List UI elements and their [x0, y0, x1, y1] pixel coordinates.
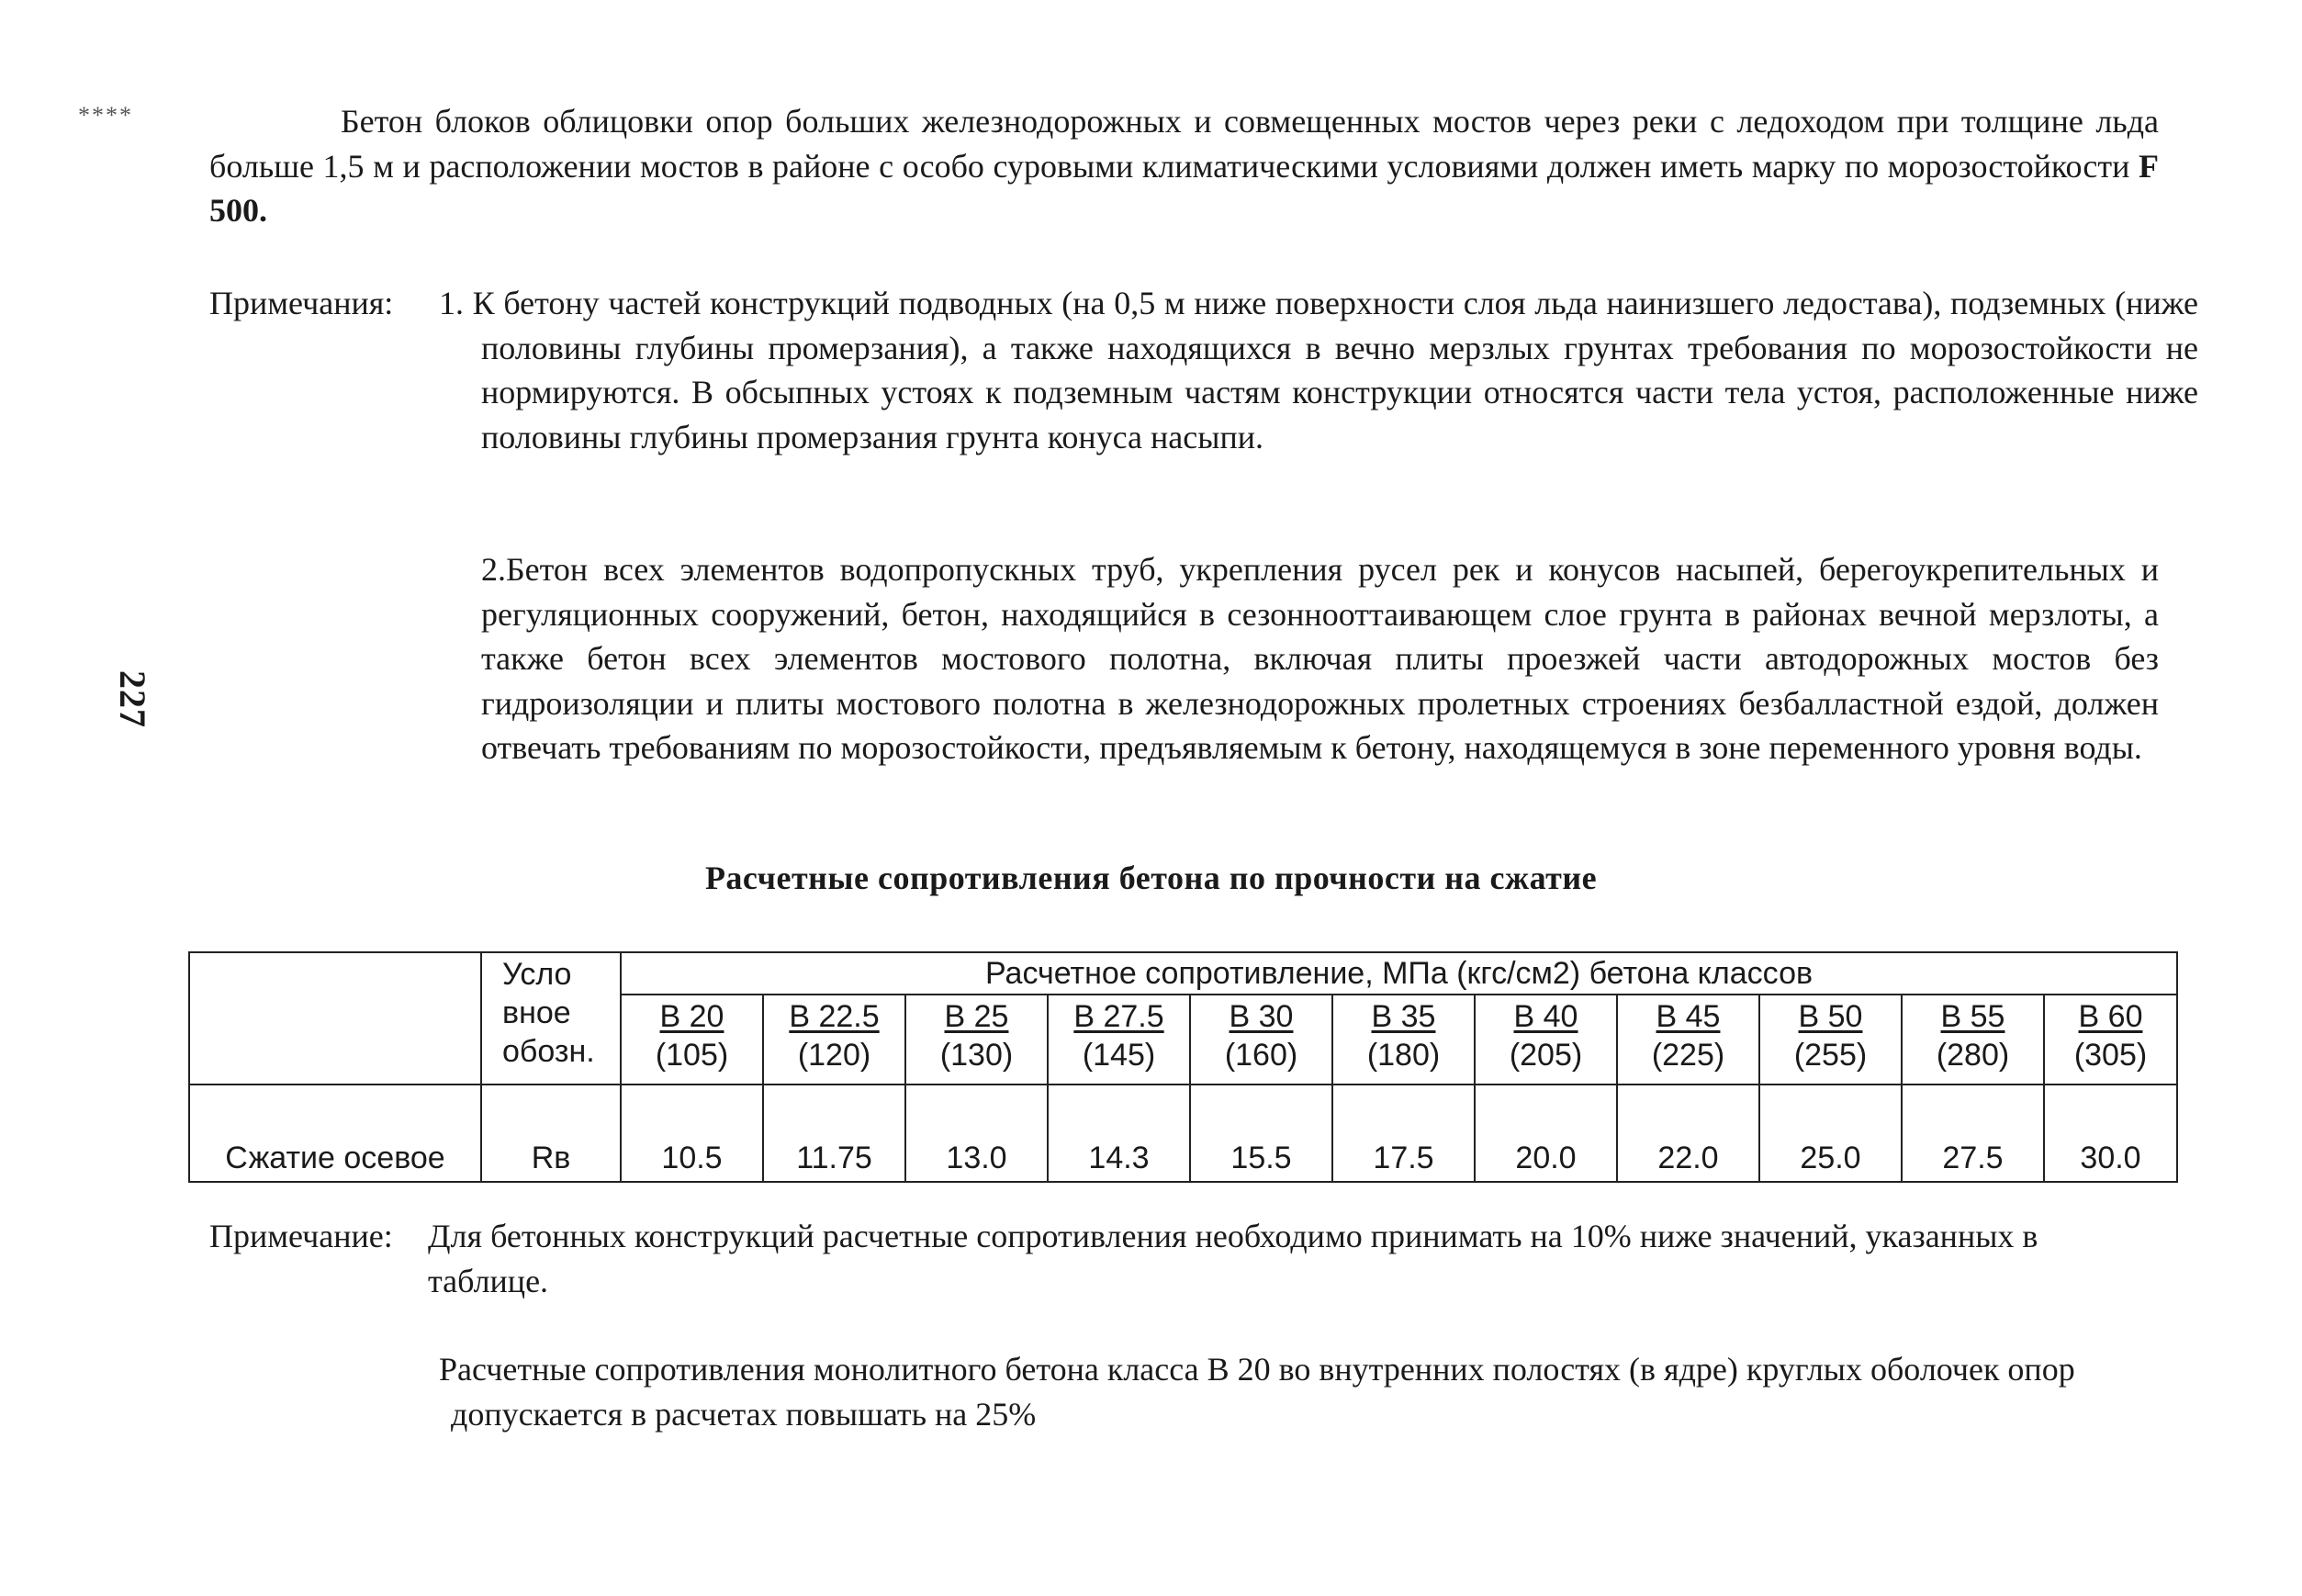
symbol-header-line: вное: [502, 995, 571, 1030]
class-name: B 27.5: [1073, 999, 1164, 1034]
table-title: Расчетные сопротивления бетона по прочности на сжатие: [704, 860, 1598, 896]
class-name: B 50: [1798, 999, 1863, 1034]
class-header-b55: [1902, 995, 2044, 1085]
table-row: [189, 1085, 2177, 1182]
table-header-row: [189, 952, 2177, 995]
class-kgf: (305): [2073, 1038, 2148, 1073]
class-name: B 35: [1371, 999, 1436, 1034]
row-symbol: Rв: [481, 1085, 621, 1182]
star-note: [78, 99, 2159, 233]
class-name: B 22.5: [789, 999, 880, 1034]
class-kgf: (120): [797, 1038, 871, 1073]
star-note-text: Бетон блоков облицовки опор больших железнодорожных и совмещенных мостов через реки с ледоходом при толщине льда больше 1,5 м и расположении мостов в районе с особо суровыми климатическими условиями должен иметь марку по морозостойкости: [209, 103, 2159, 185]
symbol-header-line: Усло: [502, 957, 572, 992]
class-header-b22-5: [763, 995, 905, 1085]
value-cell: 25.0: [1759, 1085, 1902, 1182]
class-kgf: (180): [1366, 1038, 1441, 1073]
value-cell: 30.0: [2044, 1085, 2177, 1182]
class-header-b25: [905, 995, 1048, 1085]
value-cell: 11.75: [763, 1085, 905, 1182]
note-2: 2.Бетон всех элементов водопропускных труб, укрепления русел рек и конусов насыпей, берегоукрепительных и регуляционных сооружений, бетон, находящийся в сезоннооттаивающем слое грунта в районах вечной мерзлоты, а также бетон всех элементов мостового полотна, включая плиты проезжей части автодорожных мостов без гидроизоляции и плиты мостового полотна в железнодорожных пролетных строениях безбалластной ездой, должен отвечать требованиям по морозостойкости, предъявляемым к бетону, находящемуся в зоне переменного уровня воды.: [481, 551, 2159, 766]
value-cell: 14.3: [1048, 1085, 1190, 1182]
notes-label: Примечания:: [209, 285, 394, 321]
class-header-b20: [621, 995, 763, 1085]
class-kgf: (105): [655, 1038, 729, 1073]
symbol-header: [481, 952, 621, 1085]
frost-mark: F 500.: [209, 147, 2159, 229]
class-header-b35: [1332, 995, 1475, 1085]
class-name: B 40: [1513, 999, 1578, 1034]
class-kgf: (205): [1509, 1038, 1583, 1073]
value-cell: 22.0: [1617, 1085, 1759, 1182]
value-cell: 15.5: [1190, 1085, 1332, 1182]
class-kgf: (145): [1082, 1038, 1156, 1073]
page-number: 227: [112, 670, 153, 728]
class-name: B 45: [1656, 999, 1721, 1034]
class-name: B 30: [1229, 999, 1294, 1034]
class-kgf: (280): [1936, 1038, 2010, 1073]
note-1: 1. К бетону частей конструкций подводных (на 0,5 м ниже поверхности слоя льда наинизшего ледостава), подземных (ниже половины глубины промерзания), а также находящихся в вечно мерзлых грунтах требования по морозостойкости не нормируются. В обсыпных устоях к подземным частям конструкции относятся части тела устоя, расположенные ниже половины глубины промерзания грунта конуса насыпи.: [439, 285, 2198, 455]
class-header-b40: [1475, 995, 1617, 1085]
value-cell: 13.0: [905, 1085, 1048, 1182]
class-header-b50: [1759, 995, 1902, 1085]
resistance-group-header: Расчетное сопротивление, МПа (кгс/см2) бетона классов: [621, 952, 2177, 995]
empty-header-cell: [189, 952, 481, 1085]
note-label: Примечание:: [209, 1218, 393, 1254]
value-cell: 10.5: [621, 1085, 763, 1182]
class-kgf: (255): [1793, 1038, 1868, 1073]
class-kgf: (130): [939, 1038, 1014, 1073]
class-name: B 55: [1940, 999, 2005, 1034]
value-cell: 17.5: [1332, 1085, 1475, 1182]
class-kgf: (160): [1224, 1038, 1298, 1073]
monolith-note: Расчетные сопротивления монолитного бетона класса В 20 во внутренних полостях (в ядре) круглых оболочек опор допускается в расчетах повышать на 25%: [439, 1351, 2075, 1433]
class-name: B 25: [944, 999, 1009, 1034]
class-kgf: (225): [1651, 1038, 1725, 1073]
class-header-b45: [1617, 995, 1759, 1085]
class-name: B 60: [2078, 999, 2143, 1034]
value-cell: 27.5: [1902, 1085, 2044, 1182]
class-header-b27-5: [1048, 995, 1190, 1085]
row-label: Сжатие осевое: [189, 1085, 481, 1182]
class-header-b30: [1190, 995, 1332, 1085]
class-header-b60: [2044, 995, 2177, 1085]
symbol-header-line: обозн.: [502, 1034, 595, 1069]
footnote-marker: ****: [78, 102, 133, 129]
table-note: Для бетонных конструкций расчетные сопротивления необходимо принимать на 10% ниже значений, указанных в таблице.: [428, 1218, 2038, 1299]
resistance-table: [188, 951, 2178, 1183]
value-cell: 20.0: [1475, 1085, 1617, 1182]
class-name: B 20: [659, 999, 724, 1034]
